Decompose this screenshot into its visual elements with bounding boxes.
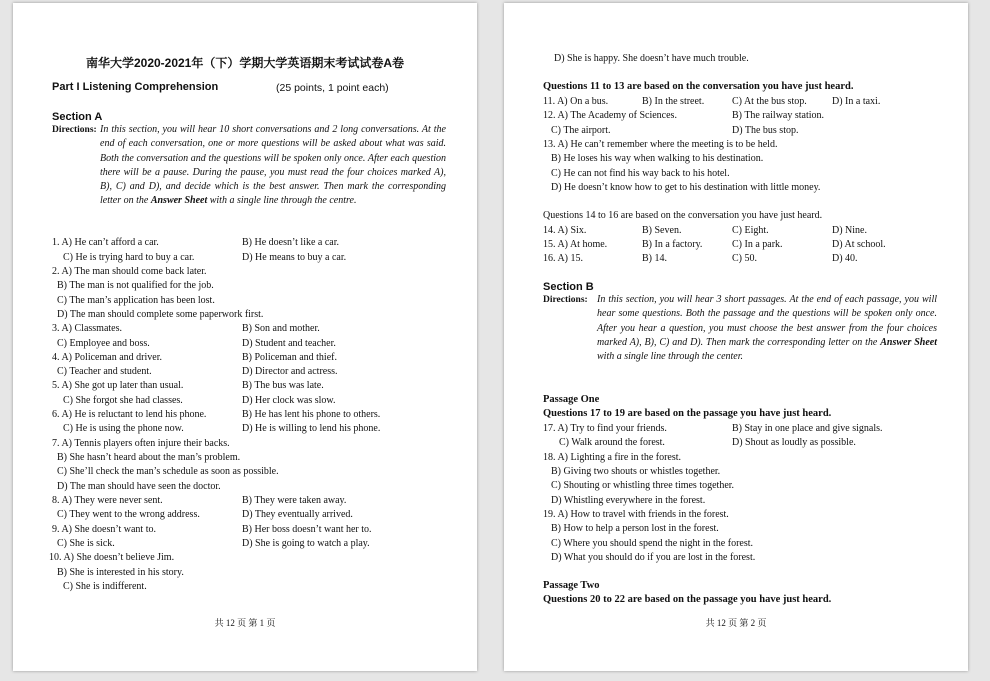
q12-option-c: C) The airport. — [551, 125, 611, 136]
q7-option-c: C) She’ll check the man’s schedule as soon as possible. — [57, 466, 279, 477]
q17-option-d: D) Shout as loudly as possible. — [732, 437, 856, 448]
q5-option-c: C) She forgot she had classes. — [63, 395, 183, 406]
q11-option-c: C) At the bus stop. — [732, 96, 807, 107]
q11-option-b: B) In the street. — [642, 96, 705, 107]
q16-option-a: 16. A) 15. — [543, 253, 583, 264]
q9-option-c: C) She is sick. — [57, 538, 115, 549]
q16-option-d: D) 40. — [832, 253, 858, 264]
q19-option-a: 19. A) How to travel with friends in the forest. — [543, 509, 729, 520]
q9-option-a: 9. A) She doesn’t want to. — [52, 524, 156, 535]
q2-option-b: B) The man is not qualified for the job. — [57, 280, 214, 291]
q6-option-d: D) He is willing to lend his phone. — [242, 423, 381, 434]
directions-text — [100, 123, 446, 209]
q18-option-b: B) Giving two shouts or whistles together. — [551, 466, 721, 477]
q11-option-d: D) In a taxi. — [832, 96, 881, 107]
q4-option-b: B) Policeman and thief. — [242, 352, 337, 363]
section-b-answer-sheet-emphasis: Answer Sheet — [880, 336, 937, 348]
q15-option-d: D) At school. — [832, 239, 886, 250]
section-b-directions-part1: In this section, you will hear 3 short passages. At the end of each passage, you will hear some questions. Both the passage and the questions will be spoken only once. After you hear a question, you must choose the best answer from the four choices marked A), B), C) and D). Then mark the corresponding letter on the — [597, 294, 937, 348]
exam-page-2 — [504, 3, 968, 671]
q19-option-b: B) How to help a person lost in the forest. — [551, 523, 719, 534]
q11-option-a: 11. A) On a bus. — [543, 96, 609, 107]
q9-option-b: B) Her boss doesn’t want her to. — [242, 524, 372, 535]
q10-option-a: 10. A) She doesn’t believe Jim. — [49, 552, 175, 563]
q3-option-c: C) Employee and boss. — [57, 338, 150, 349]
q12-option-a: 12. A) The Academy of Sciences. — [543, 110, 677, 121]
exam-page-1 — [13, 3, 477, 671]
passage-two-heading: Passage Two — [543, 580, 600, 591]
q12-option-b: B) The railway station. — [732, 110, 825, 121]
q2-option-a: 2. A) The man should come back later. — [52, 266, 207, 277]
page-footer: 共 12 页 第 1 页 — [214, 618, 276, 628]
q2-option-d: D) The man should complete some paperwork first. — [57, 309, 264, 320]
q15-option-a: 15. A) At home. — [543, 239, 608, 250]
q14-option-a: 14. A) Six. — [543, 225, 587, 236]
q6-option-b: B) He has lent his phone to others. — [242, 409, 381, 420]
q4-option-c: C) Teacher and student. — [57, 366, 152, 377]
q14-option-c: C) Eight. — [732, 225, 769, 236]
q3-option-a: 3. A) Classmates. — [52, 323, 122, 334]
q19-option-d: D) What you should do if you are lost in the forest. — [551, 552, 756, 563]
q18-option-a: 18. A) Lighting a fire in the forest. — [543, 452, 682, 463]
section-b-heading: Section B — [543, 281, 594, 293]
q8-option-b: B) They were taken away. — [242, 495, 347, 506]
q16-option-b: B) 14. — [642, 253, 667, 264]
q10-option-b: B) She is interested in his story. — [57, 567, 184, 578]
q1-option-c: C) He is trying hard to buy a car. — [63, 252, 195, 263]
q8-option-c: C) They went to the wrong address. — [57, 509, 200, 520]
questions-20-22-heading: Questions 20 to 22 are based on the passage you have just heard. — [543, 594, 832, 605]
section-b-directions-label: Directions: — [543, 295, 588, 305]
q10-option-c: C) She is indifferent. — [63, 581, 147, 592]
answer-sheet-emphasis: Answer Sheet — [150, 195, 208, 207]
exam-title: 南华大学2020-2021年（下）学期大学英语期末考试试卷A卷 — [85, 56, 405, 70]
q1-option-b: B) He doesn’t like a car. — [242, 237, 340, 248]
q3-option-b: B) Son and mother. — [242, 323, 320, 334]
q7-option-d: D) The man should have seen the doctor. — [57, 481, 221, 492]
section-b-directions-text — [597, 293, 937, 364]
section-a-heading: Section A — [52, 111, 103, 123]
q7-option-a: 7. A) Tennis players often injure their backs. — [52, 438, 230, 449]
q3-option-d: D) Student and teacher. — [242, 338, 336, 349]
q1-option-d: D) He means to buy a car. — [242, 252, 347, 263]
q12-option-d: D) The bus stop. — [732, 125, 799, 136]
q18-option-c: C) Shouting or whistling three times together. — [551, 480, 735, 491]
q13-option-a: 13. A) He can’t remember where the meeting is to be held. — [543, 139, 778, 150]
directions-label: Directions: — [52, 125, 97, 135]
directions-text-part1: In this section, you will hear 10 short conversations and 2 long conversations. At the end of each conversation, one or more questions will be asked about what was said. Both the conversation and the questions will be spoken only once. After each question there will be a pause. During the pause, you must read the four choices marked A), B), C) and D), and decide which is the best answer. Then mark the corresponding letter on the — [100, 124, 446, 207]
q17-option-b: B) Stay in one place and give signals. — [732, 423, 883, 434]
q14-option-d: D) Nine. — [832, 225, 867, 236]
q7-option-b: B) She hasn’t heard about the man’s problem. — [57, 452, 241, 463]
q2-option-c: C) The man’s application has been lost. — [57, 295, 215, 306]
section-b-directions-part2: with a single line through the center. — [597, 351, 744, 363]
q9-option-d: D) She is going to watch a play. — [242, 538, 370, 549]
q6-option-a: 6. A) He is reluctant to lend his phone. — [52, 409, 207, 420]
q1-option-a: 1. A) He can’t afford a car. — [52, 237, 159, 248]
q15-option-c: C) In a park. — [732, 239, 783, 250]
q5-option-a: 5. A) She got up later than usual. — [52, 380, 184, 391]
directions-text-part2: with a single line through the centre. — [207, 195, 357, 207]
q13-option-b: B) He loses his way when walking to his destination. — [551, 153, 764, 164]
q14-option-b: B) Seven. — [642, 225, 682, 236]
q8-option-a: 8. A) They were never sent. — [52, 495, 163, 506]
q13-option-d: D) He doesn’t know how to get to his destination with little money. — [551, 182, 821, 193]
passage-one-heading: Passage One — [543, 394, 600, 405]
q19-option-c: C) Where you should spend the night in the forest. — [551, 538, 754, 549]
q18-option-d: D) Whistling everywhere in the forest. — [551, 495, 706, 506]
q15-option-b: B) In a factory. — [642, 239, 703, 250]
q8-option-d: D) They eventually arrived. — [242, 509, 353, 520]
questions-11-13-heading: Questions 11 to 13 are based on the conversation you have just heard. — [543, 81, 854, 92]
q6-option-c: C) He is using the phone now. — [63, 423, 184, 434]
q5-option-b: B) The bus was late. — [242, 380, 324, 391]
q17-option-c: C) Walk around the forest. — [559, 437, 665, 448]
q13-option-c: C) He can not find his way back to his hotel. — [551, 168, 730, 179]
page-footer: 共 12 页 第 2 页 — [705, 618, 767, 628]
questions-14-16-heading: Questions 14 to 16 are based on the conversation you have just heard. — [543, 210, 823, 221]
part-points: (25 points, 1 point each) — [276, 82, 389, 94]
q16-option-c: C) 50. — [732, 253, 757, 264]
q4-option-d: D) Director and actress. — [242, 366, 338, 377]
q4-option-a: 4. A) Policeman and driver. — [52, 352, 162, 363]
part-heading: Part I Listening Comprehension — [52, 81, 219, 93]
q5-option-d: D) Her clock was slow. — [242, 395, 336, 406]
questions-17-19-heading: Questions 17 to 19 are based on the passage you have just heard. — [543, 408, 832, 419]
q17-option-a: 17. A) Try to find your friends. — [543, 423, 667, 434]
q10-option-d: D) She is happy. She doesn’t have much trouble. — [554, 53, 749, 64]
